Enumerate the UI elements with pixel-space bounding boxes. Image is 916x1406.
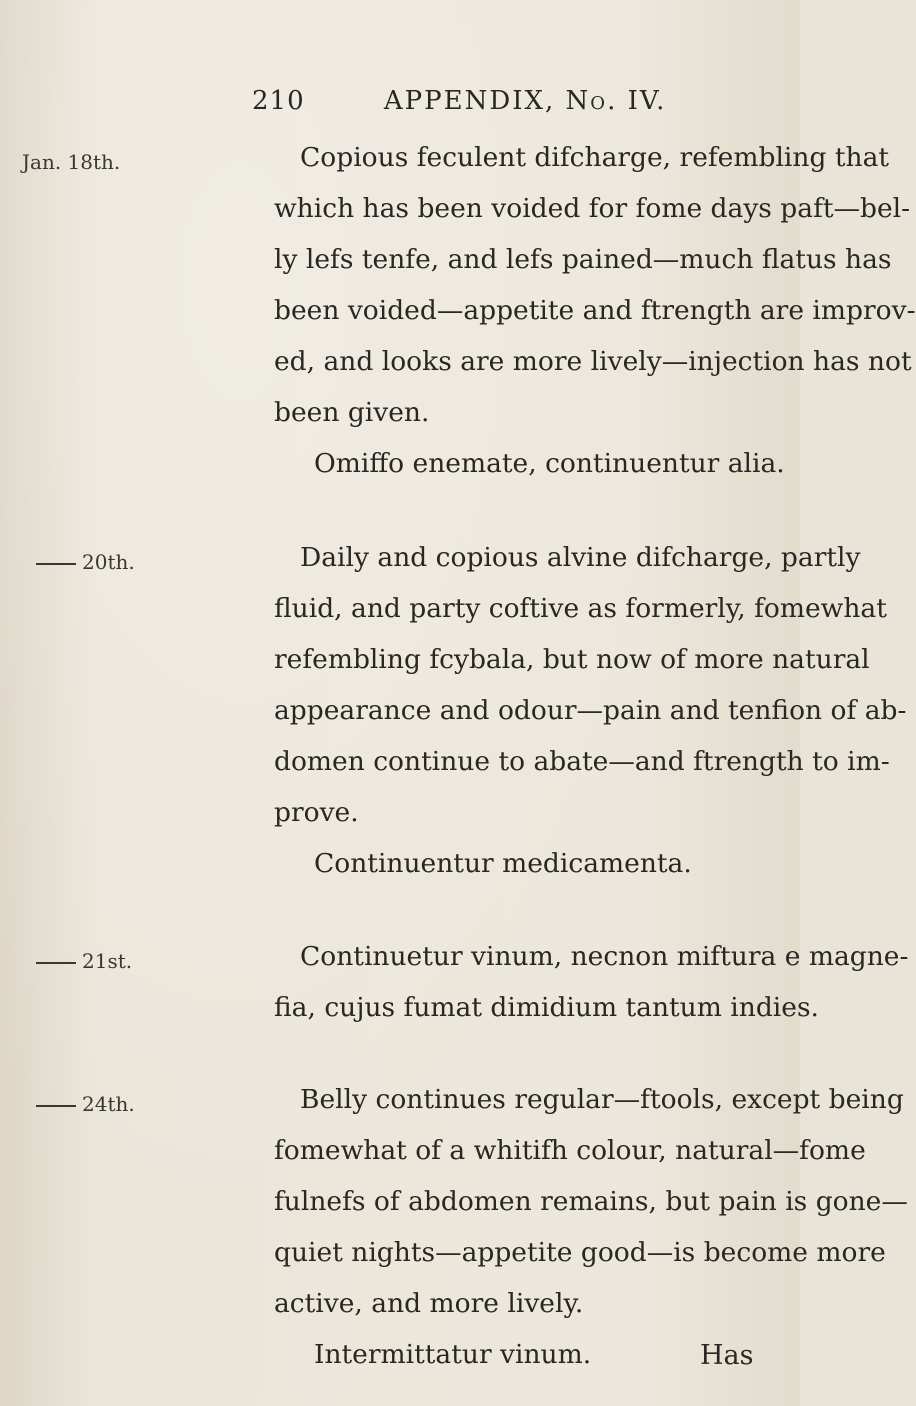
entry-line: fluid, and party coftive as formerly, fomewhat (274, 593, 887, 624)
entry-line: fomewhat of a whitifh colour, natural—fome (274, 1135, 866, 1166)
margin-date-24th: 24th. (22, 1092, 135, 1116)
page-number: 210 (252, 86, 305, 116)
margin-date-20th: 20th. (22, 550, 135, 574)
entry-line: domen continue to abate—and ftrength to im- (274, 746, 890, 777)
margin-date-jan-18: Jan. 18th. (22, 150, 121, 174)
margin-date-21st: 21st. (22, 949, 132, 973)
ditto-dash (36, 962, 76, 964)
entry-line: prove. (274, 797, 359, 828)
entry-line: Belly continues regular—ftools, except being (300, 1084, 904, 1115)
page-header (252, 86, 666, 116)
running-title: APPENDIX, No. IV. (383, 86, 667, 116)
entry-line: ly lefs tenfe, and lefs pained—much flatus has (274, 244, 892, 275)
entry-line: Continuetur vinum, necnon miftura e magne- (300, 941, 909, 972)
entry-line: been given. (274, 397, 430, 428)
entry-line: ed, and looks are more lively—injection has not (274, 346, 912, 377)
entry-line: appearance and odour—pain and tenfion of ab- (274, 695, 907, 726)
latin-prescription: Continuentur medicamenta. (314, 848, 692, 879)
entry-line: Daily and copious alvine difcharge, partly (300, 542, 861, 573)
catchword: Has (700, 1340, 754, 1371)
entry-line: which has been voided for fome days paft—bel- (274, 193, 911, 224)
entry-line: fia, cujus fumat dimidium tantum indies. (274, 992, 819, 1023)
entry-line: active, and more lively. (274, 1288, 584, 1319)
latin-prescription: Omiffo enemate, continuentur alia. (314, 448, 785, 479)
entry-line: refembling fcybala, but now of more natural (274, 644, 870, 675)
ditto-dash (36, 1105, 76, 1107)
entry-line: been voided—appetite and ftrength are improv- (274, 295, 916, 326)
entry-line: Copious feculent difcharge, refembling that (300, 142, 890, 173)
latin-prescription: Intermittatur vinum. (314, 1339, 592, 1370)
ditto-dash (36, 563, 76, 565)
entry-line: quiet nights—appetite good—is become more (274, 1237, 886, 1268)
entry-line: fulnefs of abdomen remains, but pain is gone— (274, 1186, 908, 1217)
